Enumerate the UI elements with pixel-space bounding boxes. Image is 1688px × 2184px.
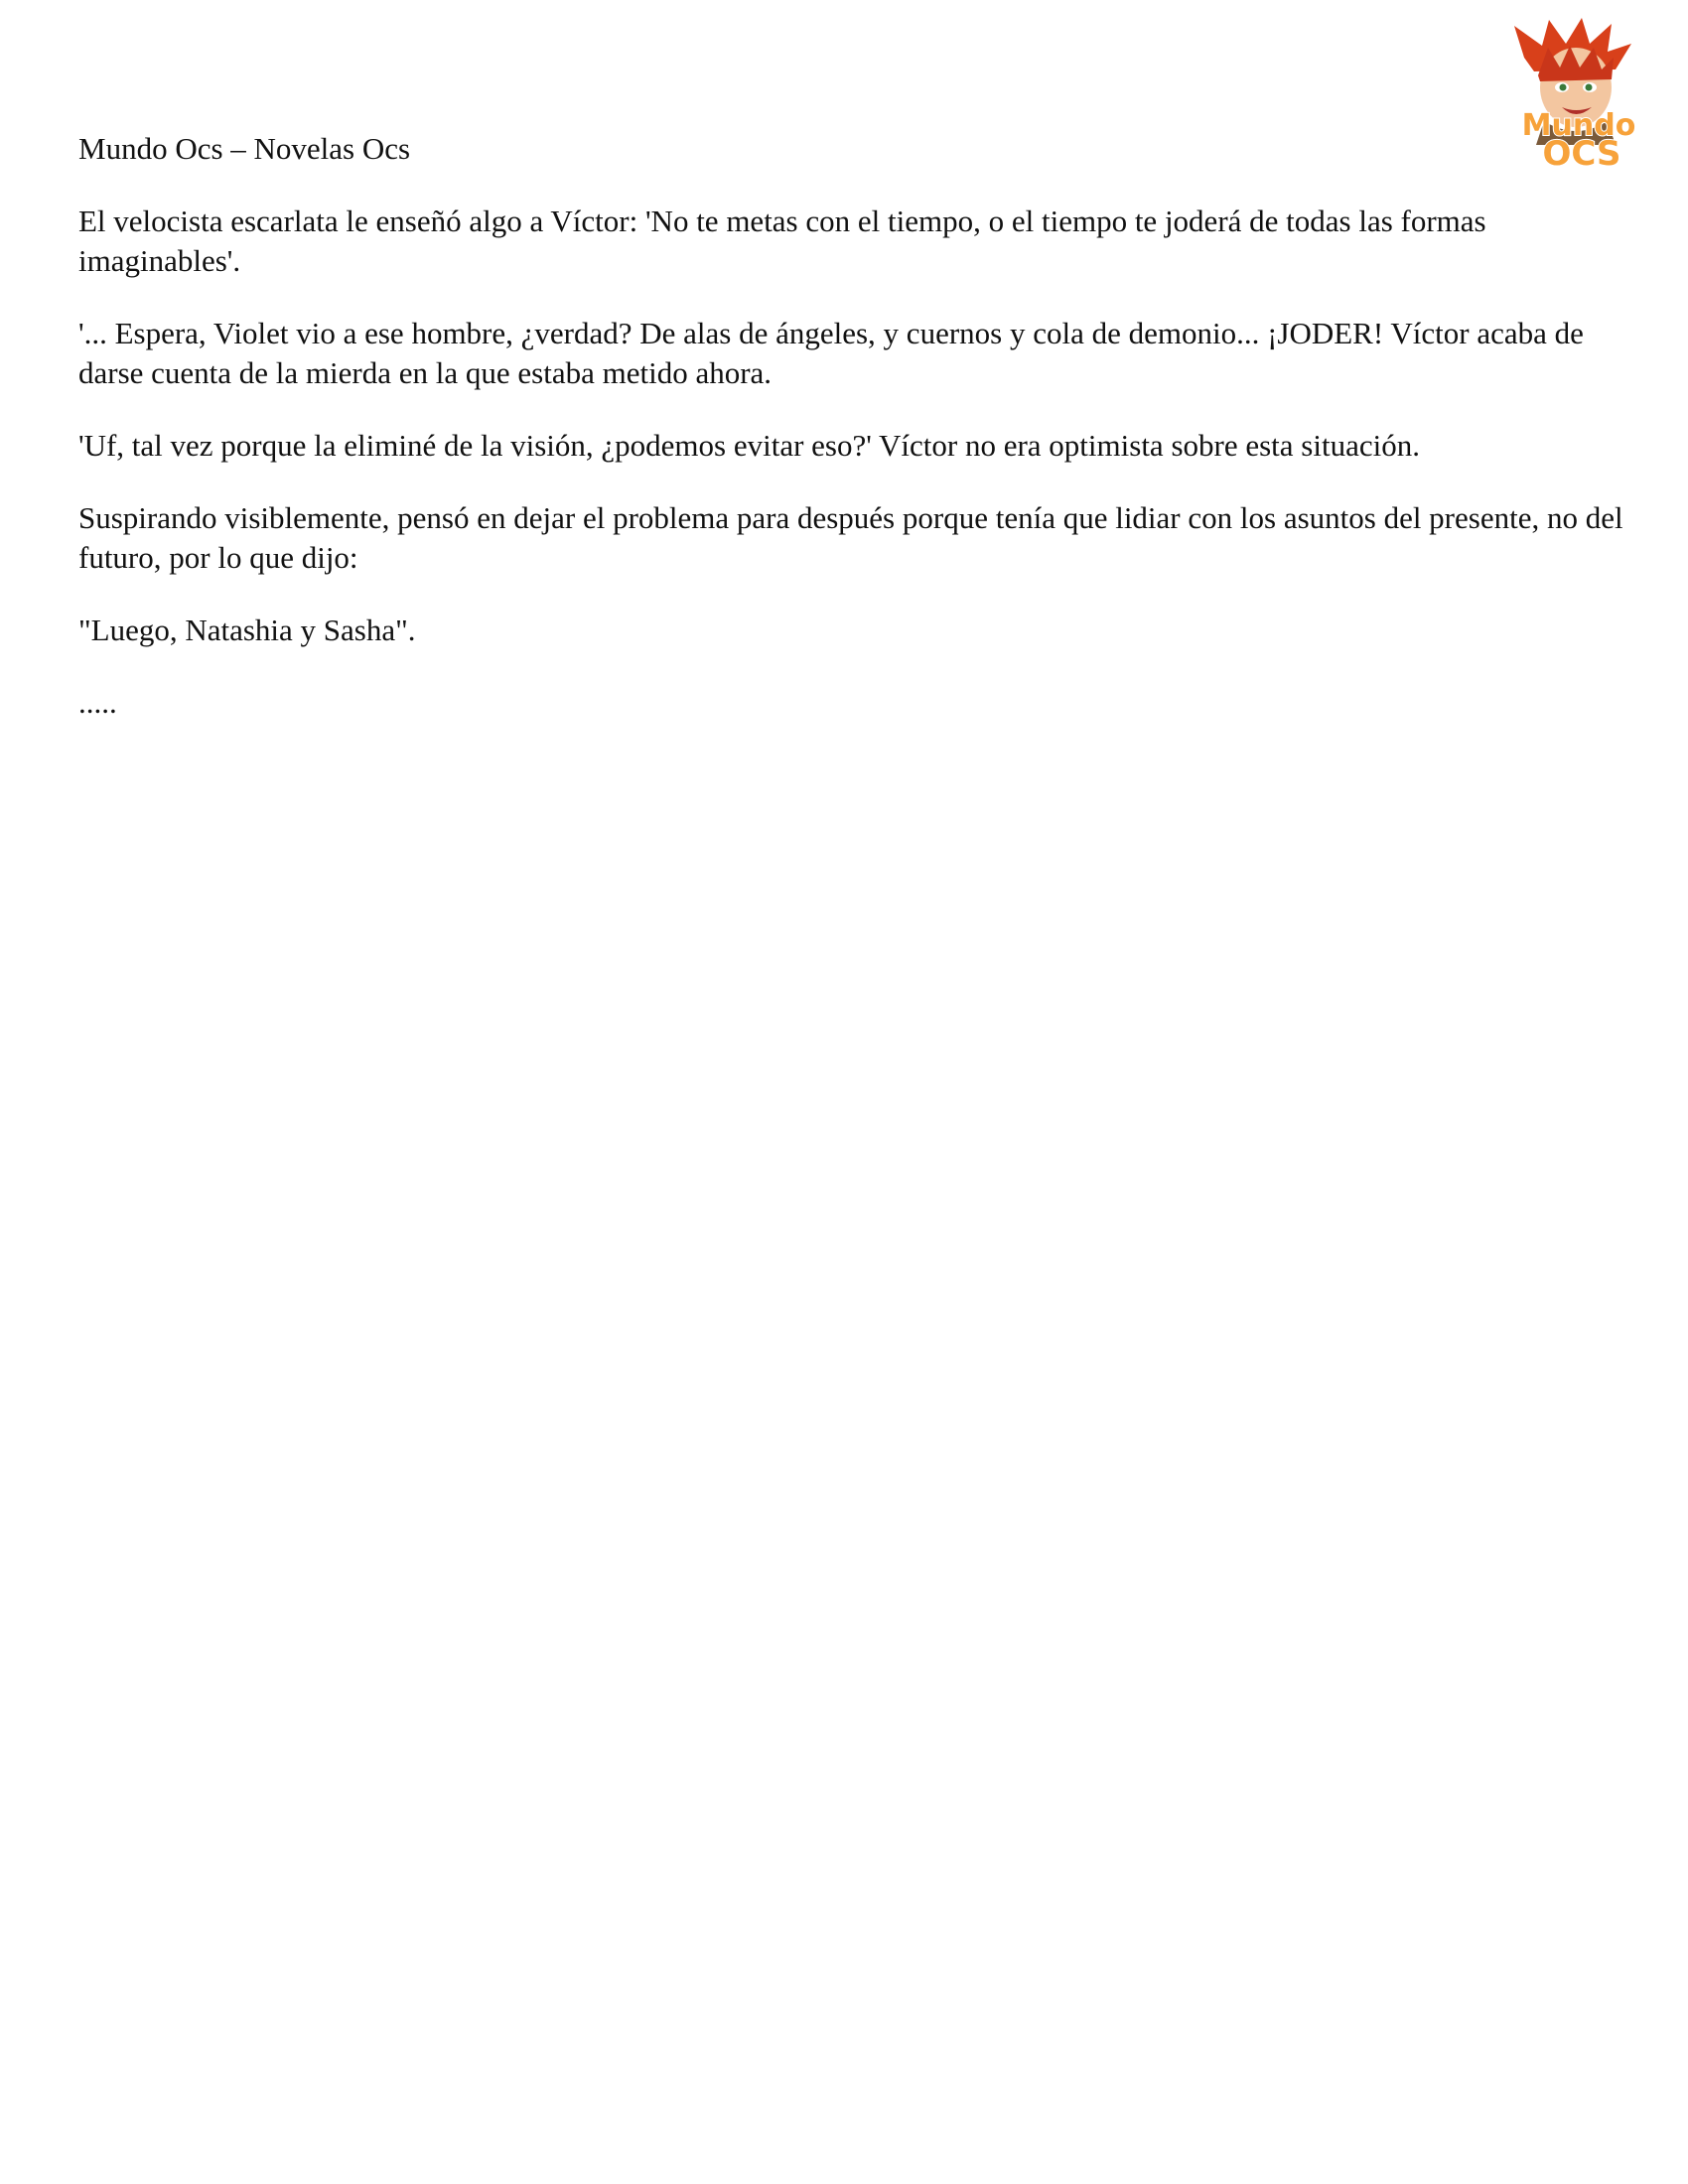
paragraph: '... Espera, Violet vio a ese hombre, ¿verdad? De alas de ángeles, y cuernos y cola de demonio... ¡JODER! Víctor acaba de darse cuenta de la mierda en la que estaba metido ahora. bbox=[78, 316, 1584, 390]
paragraph: 'Uf, tal vez porque la eliminé de la visión, ¿podemos evitar eso?' Víctor no era optimista sobre esta situación. bbox=[78, 428, 1420, 463]
paragraph: "Luego, Natashia y Sasha". bbox=[78, 613, 416, 647]
logo-text-ocs: OCS bbox=[1542, 134, 1621, 172]
logo-text-mundo: Mundo bbox=[1521, 108, 1636, 143]
paragraph: Suspirando visiblemente, pensó en dejar el problema para después porque tenía que lidiar con los asuntos del presente, no del futuro, por lo que dijo: bbox=[78, 500, 1623, 575]
document-body bbox=[78, 129, 1627, 755]
scene-break: ..... bbox=[78, 685, 117, 720]
paragraph: El velocista escarlata le enseñó algo a Víctor: 'No te metas con el tiempo, o el tiempo te joderá de todas las formas imaginables'. bbox=[78, 204, 1486, 278]
document-header: Mundo Ocs – Novelas Ocs bbox=[78, 131, 411, 166]
